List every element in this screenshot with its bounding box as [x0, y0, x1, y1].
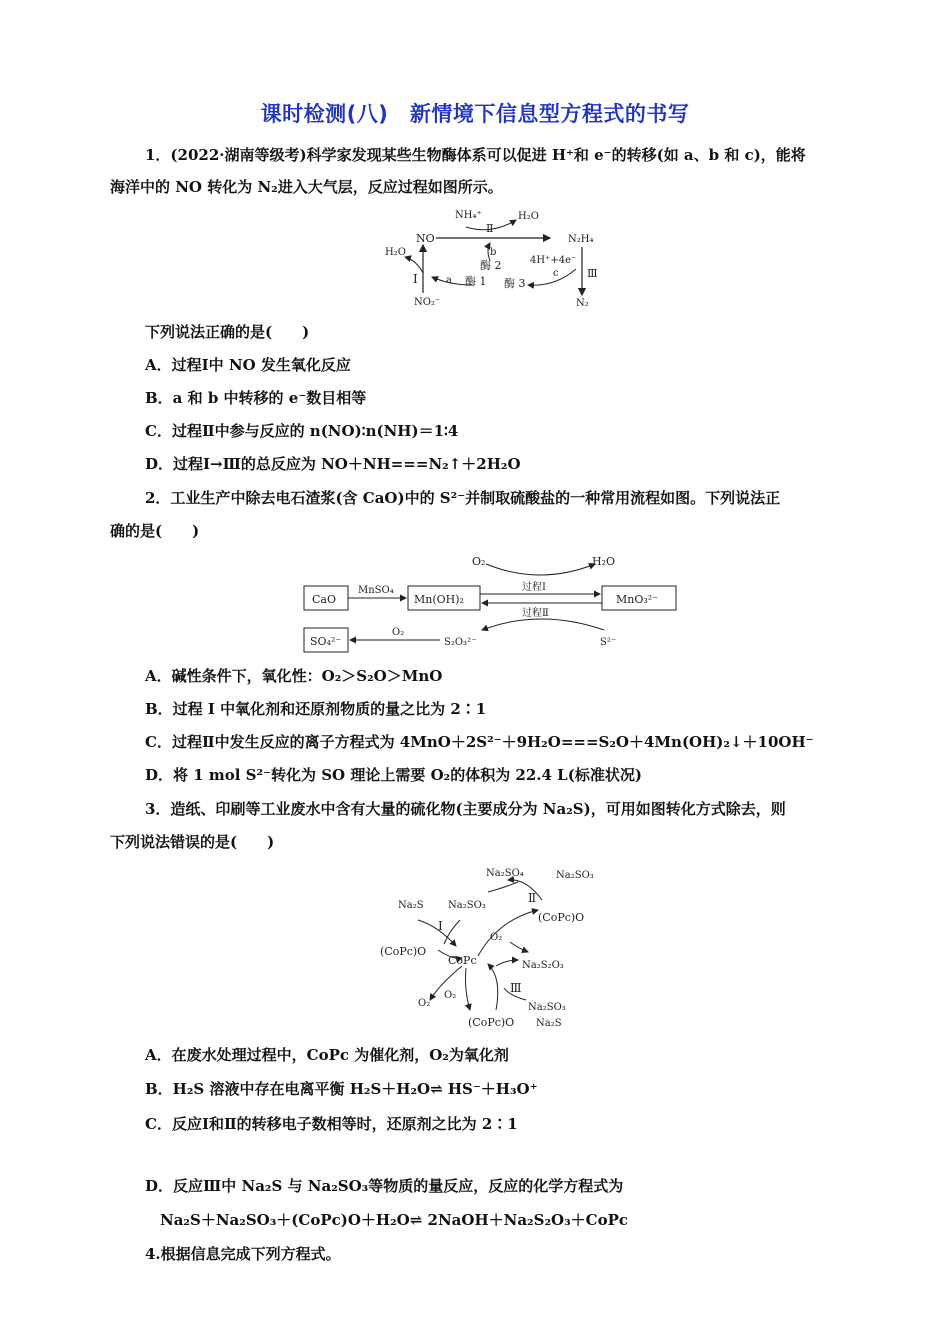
q3-label-o2-bottom: O₂ [418, 998, 431, 1009]
q2-option-a: A．碱性条件下，氧化性：O₂＞S₂O＞MnO [145, 667, 443, 685]
q1-label-enzyme3: 酶 3 [504, 277, 526, 290]
q1-stem-line2: 海洋中的 NO 转化为 N₂进入大气层，反应过程如图所示。 [110, 178, 503, 196]
q2-label-mnso4: MnSO₄ [358, 585, 394, 596]
q2-label-process1: 过程Ⅰ [522, 582, 546, 593]
q3-label-copco-bottom: (CoPc)O [468, 1016, 515, 1029]
q3-label-na2so3-mid: Na₂SO₃ [448, 900, 486, 911]
q2-label-s2o3: S₂O₃²⁻ [444, 637, 477, 648]
q1-label-roman2: Ⅱ [486, 222, 494, 235]
q2-option-c: C．过程Ⅱ中发生反应的离子方程式为 4MnO＋2S²⁻＋9H₂O===S₂O＋4Mn(OH)₂↓＋10OH⁻ [145, 733, 814, 751]
q1-prompt: 下列说法正确的是( ) [145, 323, 310, 341]
q2-label-so4: SO₄²⁻ [310, 635, 342, 648]
q4-stem: 4.根据信息完成下列方程式。 [145, 1245, 341, 1263]
q3-label-na2so4: Na₂SO₄ [486, 868, 524, 879]
q1-option-b: B．a 和 b 中转移的 e⁻数目相等 [145, 389, 367, 407]
q3-option-a: A．在废水处理过程中，CoPc 为催化剂，O₂为氧化剂 [145, 1046, 509, 1064]
q2-flow-diagram [300, 552, 680, 656]
q2-label-s2: S²⁻ [600, 637, 617, 648]
q1-label-enzyme1: 酶 1 [465, 275, 487, 288]
q2-arrow-s2-s2o3 [482, 619, 604, 630]
q1-arrow-h2o-left [405, 257, 423, 273]
q2-label-mnoh2: Mn(OH)₂ [414, 593, 464, 606]
q3-label-na2s2o3: Na₂S₂O₃ [522, 960, 564, 971]
q2-option-d: D．将 1 mol S²⁻转化为 SO 理论上需要 O₂的体积为 22.4 L(标准状况) [145, 766, 642, 784]
q1-label-a: a [446, 275, 452, 286]
q1-label-enzyme2: 酶 2 [480, 259, 502, 272]
q1-label-h2o-left: H₂O [385, 247, 406, 258]
q1-option-a: A．过程Ⅰ中 NO 发生氧化反应 [145, 356, 351, 374]
q3-label-o2-lower: O₂ [444, 990, 457, 1001]
q1-label-n2: N₂ [576, 298, 589, 309]
q2-option-b: B．过程 Ⅰ 中氧化剂和还原剂物质的量之比为 2∶1 [145, 700, 487, 718]
q3-label-copco-right: (CoPc)O [538, 911, 585, 924]
q3-label-na2so3-top: Na₂SO₃ [556, 870, 594, 881]
q2-stem-line1: 2．工业生产中除去电石渣浆(含 CaO)中的 S²⁻并制取硫酸盐的一种常用流程如图。下列说法正 [145, 489, 781, 507]
q3-label-copco-left: (CoPc)O [380, 945, 427, 958]
q3-option-d-equation: Na₂S＋Na₂SO₃＋(CoPc)O＋H₂O⇌ 2NaOH＋Na₂S₂O₃＋CoPc [160, 1211, 629, 1229]
q1-label-b: b [490, 247, 497, 258]
q3-cycle-diagram [378, 860, 618, 1034]
q2-label-mno3: MnO₃²⁻ [616, 593, 658, 606]
q1-option-d: D．过程Ⅰ→Ⅲ的总反应为 NO＋NH===N₂↑＋2H₂O [145, 455, 521, 473]
q1-arrow-c [528, 269, 576, 285]
q3-stem-line1: 3．造纸、印刷等工业废水中含有大量的硫化物(主要成分为 Na₂S)，可用如图转化方式除去，则 [145, 800, 786, 818]
q2-label-o2-top: O₂ [472, 555, 486, 568]
q3-stem-line2: 下列说法错误的是( ) [110, 833, 275, 851]
q3-arrow-na2s2o3 [496, 960, 518, 966]
q3-option-c: C．反应Ⅰ和Ⅱ的转移电子数相等时，还原剂之比为 2∶1 [145, 1115, 518, 1133]
q3-option-d: D．反应Ⅲ中 Na₂S 与 Na₂SO₃等物质的量反应，反应的化学方程式为 [145, 1177, 624, 1195]
q1-stem-line1: 1．(2022·湖南等级考)科学家发现某些生物酶体系可以促进 H⁺和 e⁻的转移(如 a、b 和 c)，能将 [145, 146, 806, 164]
q1-label-h2o-top: H₂O [518, 211, 539, 222]
q1-label-no2: NO₂⁻ [414, 297, 441, 308]
q2-label-h2o: H₂O [592, 555, 616, 568]
q3-arrow-na2so3-out [444, 920, 460, 944]
q3-label-roman3: Ⅲ [510, 981, 522, 995]
q1-reaction-diagram [380, 205, 610, 313]
q3-arrow-na2so3-in [488, 882, 518, 892]
q3-arrow-copc-copco-bottom [466, 968, 471, 1010]
q1-label-no: NO [416, 232, 435, 245]
q3-label-roman2: Ⅱ [528, 891, 537, 905]
q2-label-cao: CaO [312, 593, 336, 606]
q3-label-na2so3-bottom: Na₂SO₃ [528, 1002, 566, 1013]
q3-arrow-roman2 [508, 880, 542, 900]
q3-label-roman1: Ⅰ [438, 919, 443, 933]
q2-stem-line2: 确的是( ) [110, 522, 200, 540]
q1-label-n2h4: N₂H₄ [568, 234, 594, 245]
q3-option-b: B．H₂S 溶液中存在电离平衡 H₂S＋H₂O⇌ HS⁻＋H₃O⁺ [145, 1080, 538, 1098]
page-title: 课时检测(八) 新情境下信息型方程式的书写 [260, 102, 690, 126]
q1-label-c: c [553, 268, 559, 279]
q3-label-copc: CoPc [448, 954, 477, 967]
q1-label-nh4: NH₄⁺ [455, 210, 482, 221]
q1-label-roman1: Ⅰ [413, 272, 418, 286]
q1-label-h-e: 4H⁺+4e⁻ [530, 255, 577, 266]
q2-label-process2: 过程Ⅱ [522, 608, 549, 619]
q3-arrow-roman3 [488, 964, 498, 1010]
q2-arrow-o2-h2o [486, 564, 595, 575]
q3-label-o2-mid: O₂ [490, 932, 503, 943]
q1-label-roman3: Ⅲ [587, 267, 598, 280]
q3-label-na2s-left: Na₂S [398, 900, 424, 911]
q3-arrow-o2-mid [510, 942, 528, 952]
q2-label-o2-bottom: O₂ [392, 627, 405, 638]
q1-option-c: C．过程Ⅱ中参与反应的 n(NO)∶n(NH)＝1∶4 [145, 422, 459, 440]
q3-label-na2s-bottom: Na₂S [536, 1018, 562, 1029]
q3-arrow-copc-copco [478, 910, 538, 956]
